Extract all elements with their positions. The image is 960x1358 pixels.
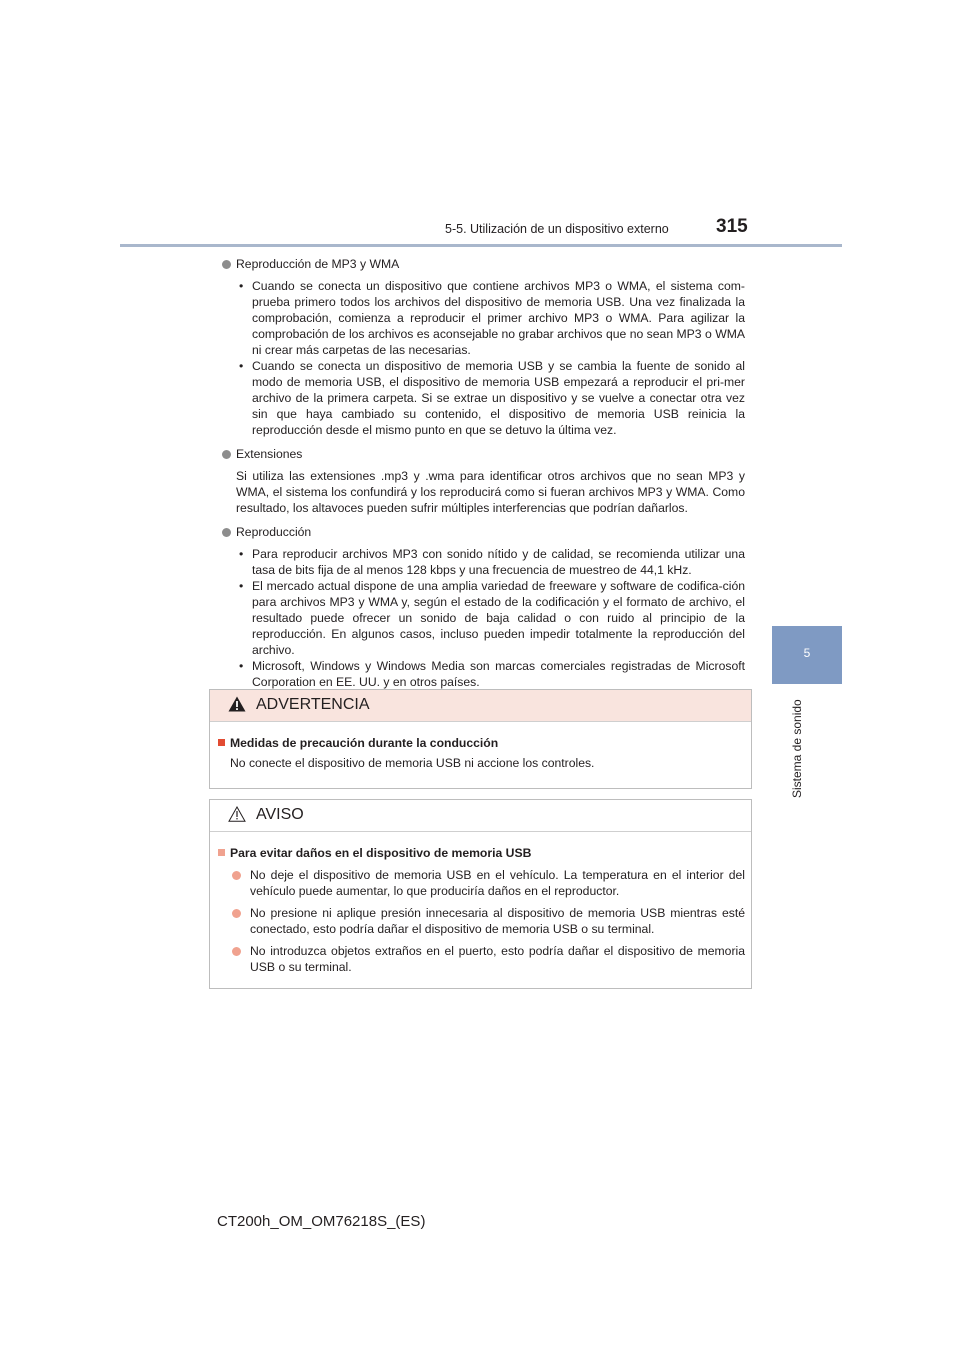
- notice-item: No introduzca objetos extraños en el puerto, esto podría dañar el dispositivo de memoria USB o su terminal.: [230, 943, 745, 975]
- notice-heading: Para evitar daños en el dispositivo de memoria USB: [218, 845, 745, 861]
- chapter-number: 5: [803, 646, 811, 660]
- list-item: • Microsoft, Windows y Windows Media son marcas comerciales registradas de Microsoft Corporation en EE. UU. y en otros países.: [236, 658, 745, 690]
- notice-body: [210, 832, 751, 975]
- list-item: • Cuando se conecta un dispositivo de memoria USB y se cambia la fuente de sonido al modo de memoria USB, el dispositivo de memoria USB empezará a reproducir el pri-mer archivo de la primera carpeta. Si se extrae un dispositivo y se vuelve a conectar otra vez sin que haya cambiado su contenido, el dispositivo de memoria USB reinicia la reproducción desde el mismo punto en que se detuvo la última vez.: [236, 358, 745, 438]
- bullet-dot-icon: [232, 947, 241, 956]
- document-code: CT200h_OM_OM76218S_(ES): [217, 1213, 426, 1230]
- bullet-dot-icon: [232, 871, 241, 880]
- square-bullet-icon: [218, 849, 225, 856]
- chapter-title-vertical: [788, 690, 804, 800]
- section-heading: Extensiones: [222, 446, 745, 462]
- bullet-list: [236, 546, 745, 690]
- list-item: • Cuando se conecta un dispositivo que contiene archivos MP3 o WMA, el sistema com-prueba primero todos los archivos del dispositivo de memoria USB. Una vez finalizada la comprobación, comienza a reproducir el primer archivo MP3 o WMA. Para agilizar la comprobación de los archivos es aconsejable no grabar archivos que no sean MP3 o WMA ni crear más carpetas de las necesarias.: [236, 278, 745, 358]
- warning-body: [210, 722, 751, 771]
- caution-triangle-icon: [228, 806, 246, 822]
- warning-heading: Medidas de precaución durante la conducción: [218, 735, 745, 751]
- notice-box: [209, 799, 752, 989]
- warning-box: [209, 689, 752, 789]
- chapter-title: Sistema de sonido: [790, 699, 804, 798]
- paragraph: Si utiliza las extensiones .mp3 y .wma para identificar otros archivos que no sean MP3 y WMA, el sistema los confundirá y los reproducirá como si fueran archivos MP3 y WMA. Como resultado, los altavoces pueden sufrir múltiples interferencias que podrían dañarlos.: [236, 469, 745, 515]
- chapter-tab: [772, 626, 842, 684]
- bullet-dot-icon: [222, 528, 231, 537]
- bullet-dot-icon: [222, 450, 231, 459]
- warning-header: [210, 690, 751, 722]
- warning-text: No conecte el dispositivo de memoria USB ni accione los controles.: [230, 756, 595, 770]
- notice-item: No deje el dispositivo de memoria USB en el vehículo. La temperatura en el interior del vehículo puede aumentar, lo que produciría daños en el reproductor.: [230, 867, 745, 899]
- bullet-dot-icon: [232, 909, 241, 918]
- list-item: • Para reproducir archivos MP3 con sonido nítido y de calidad, se recomienda utilizar una tasa de bits fija de al menos 128 kbps y una frecuencia de muestreo de 44,1 kHz.: [236, 546, 745, 578]
- warning-triangle-icon: [228, 696, 246, 712]
- notice-header: [210, 800, 751, 832]
- header-divider: [120, 244, 842, 247]
- bullet-list: [236, 278, 745, 438]
- list-item: • El mercado actual dispone de una amplia variedad de freeware y software de codifica-ción para archivos MP3 y WMA y, según el estado de la codificación y el formato de archivo, el resultado puede ofrecer un sonido de baja calidad o con ruido al principio de la reproducción. En algunos casos, incluso pueden impedir totalmente la reproducción del archivo.: [236, 578, 745, 658]
- bullet-dot-icon: [222, 260, 231, 269]
- main-content: [222, 256, 745, 698]
- square-bullet-icon: [218, 739, 225, 746]
- warning-title: ADVERTENCIA: [256, 696, 370, 713]
- section-header: 5-5. Utilización de un dispositivo externo: [445, 222, 669, 236]
- notice-title: AVISO: [256, 806, 304, 823]
- section-heading: Reproducción: [222, 524, 745, 540]
- section-heading: Reproducción de MP3 y WMA: [222, 256, 745, 272]
- notice-item: No presione ni aplique presión innecesaria al dispositivo de memoria USB mientras esté conectado, esto podría dañar el dispositivo de memoria USB o su terminal.: [230, 905, 745, 937]
- page-number: 315: [716, 216, 748, 237]
